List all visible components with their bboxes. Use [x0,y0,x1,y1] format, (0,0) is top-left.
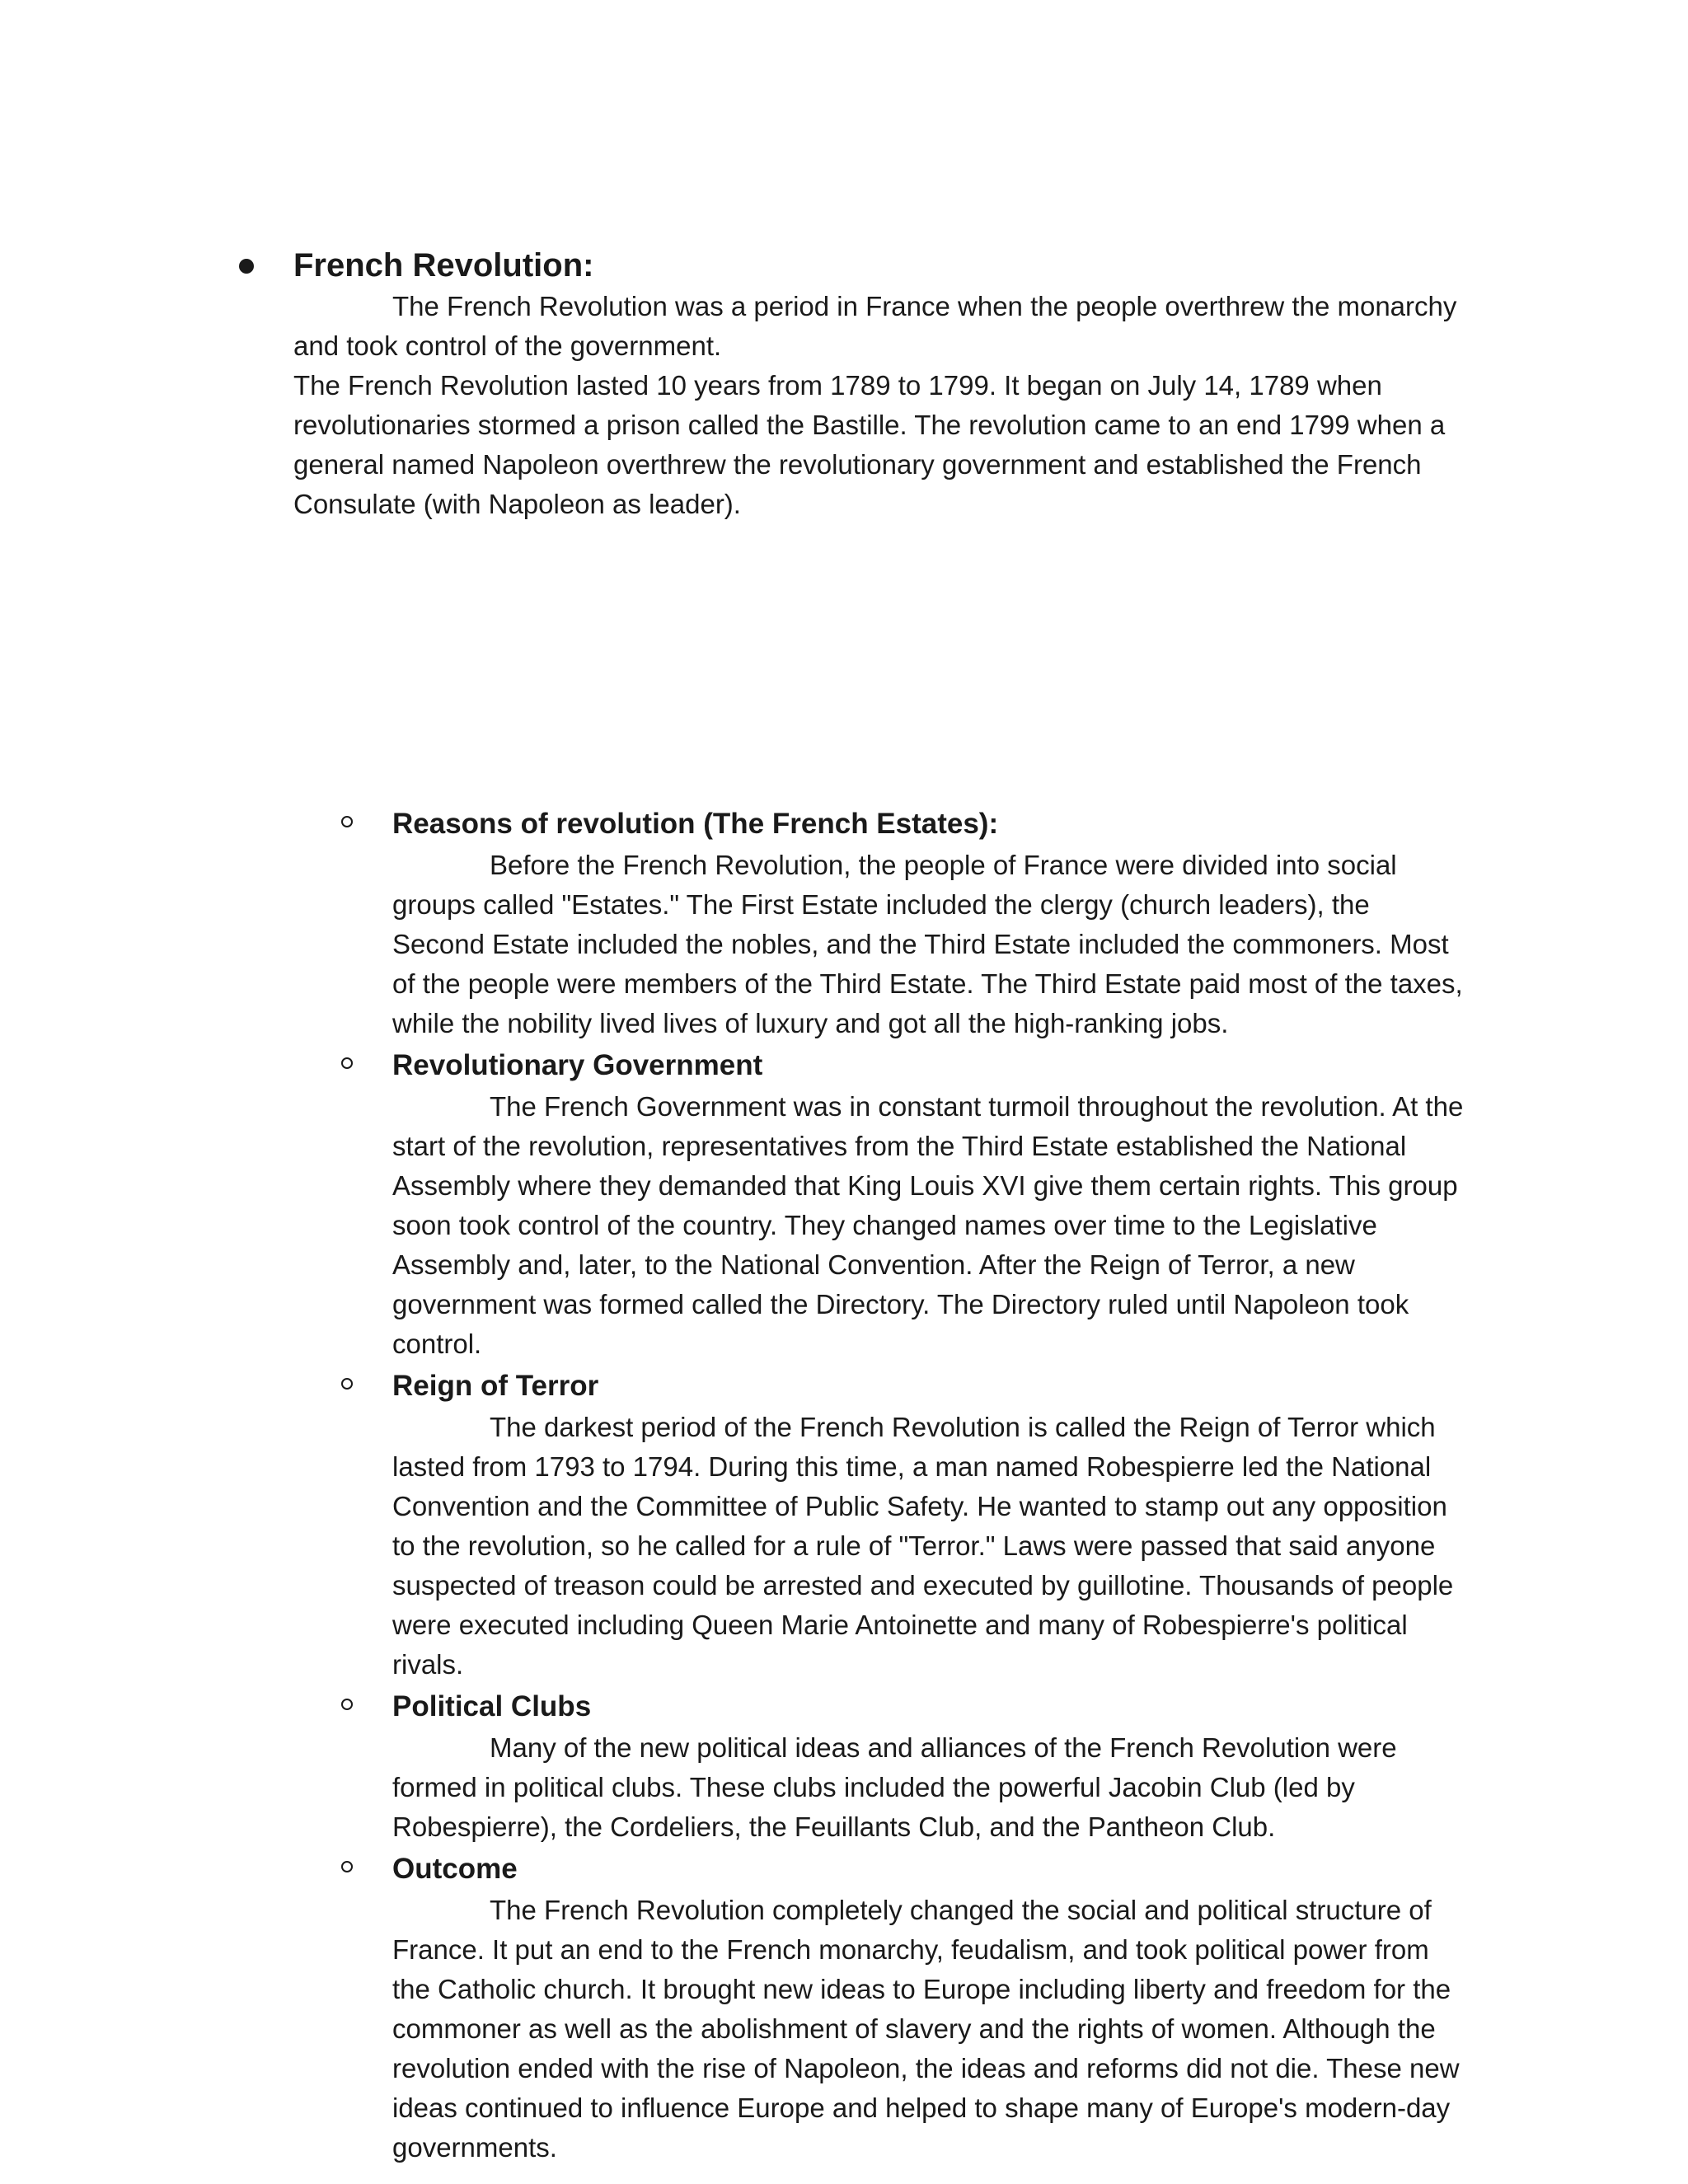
section-reign-of-terror [341,1366,1454,1685]
section-body: Before the French Revolution, the people of France were divided into social groups called "Estates." The First Estate included the clergy (church leaders), the Second Estate included the nobles, and the Third Estate included the commoners. Most of the people were members of the Third Estate. The Third Estate paid most of the taxes, while the nobility lived lives of luxury and got all the high-ranking jobs. [392,850,1463,1038]
section-body: The French Revolution completely changed the social and political structure of France. It put an end to the French monarchy, feudalism, and took political power from the Catholic church. It brought new ideas to Europe including liberty and freedom for the commoner as well as the abolishment of slavery and the rights of women. Although the revolution ended with the rise of Napoleon, the ideas and reforms did not die. These new ideas continued to influence Europe and helped to shape many of Europe's modern-day governments. [392,1895,1460,2163]
sub-list [247,804,1484,2170]
timeline-paragraph: The French Revolution lasted 10 years from 1789 to 1799. It began on July 14, 1789 when revolutionaries stormed a prison called the Bastille. The revolution came to an end 1799 when a general named Napoleon overthrew the revolutionary government and established the French Consulate (with Napoleon as leader). [293,370,1446,519]
section-heading: Reign of Terror [392,1370,599,1402]
section-heading: Outcome [392,1853,518,1885]
section-outcome [341,1849,1460,2168]
section-heading: Political Clubs [392,1690,592,1722]
bullet-icon [239,259,254,274]
hollow-bullet-icon [341,816,353,827]
hollow-bullet-icon [341,1699,353,1710]
section-heading: Revolutionary Government [392,1049,763,1081]
section-reasons [341,804,1463,1043]
section-body: The darkest period of the French Revolution is called the Reign of Terror which lasted from 1793 to 1794. During this time, a man named Robespierre led the National Convention and the Committee of Public Safety. He wanted to stamp out any opposition to the revolution, so he called for a rule of "Terror." Laws were passed that said anyone suspected of treason could be arrested and executed by guillotine. Thousands of people were executed including Queen Marie Antoinette and many of Robespierre's political rivals. [392,1412,1454,1680]
section-body: The French Government was in constant turmoil throughout the revolution. At the start of the revolution, representatives from the Third Estate established the National Assembly where they demanded that King Louis XVI give them certain rights. This group soon took control of the country. They changed names over time to the Legislative Assembly and, later, to the National Convention. After the Reign of Terror, a new government was formed called the Directory. The Directory ruled until Napoleon took control. [392,1091,1464,1359]
intro-paragraph: The French Revolution was a period in France when the people overthrew the monarchy and took control of the government. [293,291,1457,361]
section-political-clubs [341,1687,1454,1847]
section-body: Many of the new political ideas and alliances of the French Revolution were formed in political clubs. These clubs included the powerful Jacobin Club (led by Robespierre), the Cordeliers, the Feuillants Club, and the Pantheon Club. [392,1732,1397,1842]
hollow-bullet-icon [341,1057,353,1069]
hollow-bullet-icon [341,1378,353,1390]
section-heading: Reasons of revolution (The French Estates): [392,808,999,840]
main-heading: French Revolution: [293,247,594,284]
section-revolutionary-government [341,1046,1464,1364]
hollow-bullet-icon [341,1861,353,1872]
main-body [293,287,1497,524]
